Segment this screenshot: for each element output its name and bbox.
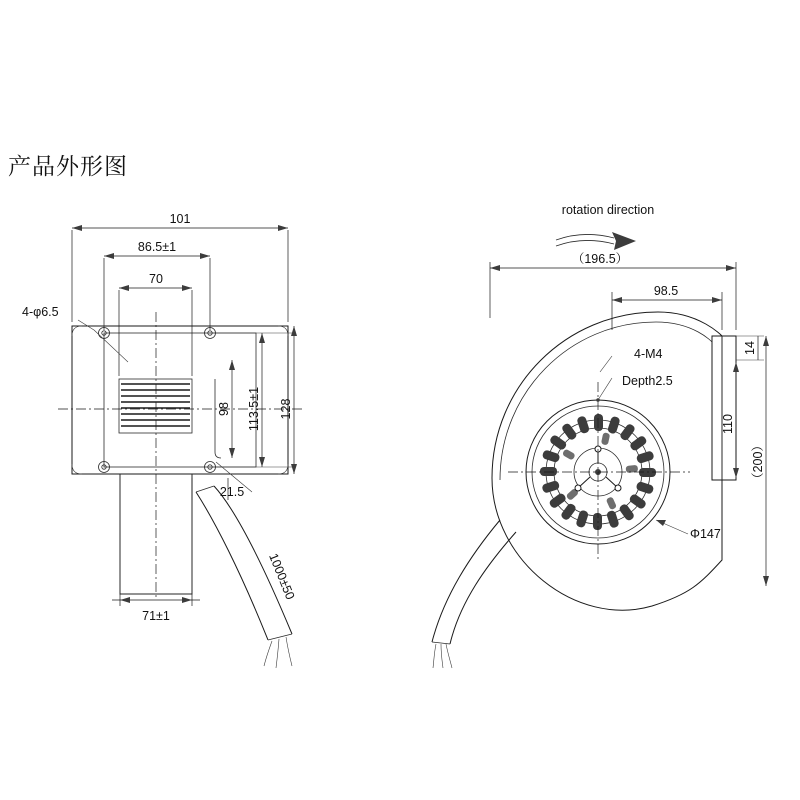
dim-98 — [217, 360, 235, 458]
dim-98-text: 98 — [217, 402, 231, 416]
dim-128-text: 128 — [279, 398, 293, 420]
note-4-phi65 — [22, 305, 128, 362]
dim-101 — [72, 212, 288, 322]
dim-70-text: 70 — [149, 272, 163, 286]
dim-200-text: （200） — [751, 439, 765, 485]
dim-cable-length-text: 1000±50 — [266, 551, 298, 602]
dim-70 — [119, 272, 192, 376]
dim-cable-length — [266, 551, 297, 601]
dim-14 — [736, 336, 764, 360]
dim-200 — [751, 336, 769, 586]
dim-101-text: 101 — [169, 212, 191, 226]
dim-71 — [112, 594, 200, 623]
dim-110 — [721, 362, 739, 478]
dim-110-text: 110 — [721, 414, 735, 434]
dim-215-text: 21.5 — [219, 485, 245, 499]
dim-1965-text: （196.5） — [571, 252, 629, 266]
dim-985 — [612, 284, 722, 330]
inlet-louvers — [121, 384, 190, 426]
corner-fillet-bl — [72, 464, 82, 474]
front-rib-fillet — [215, 452, 221, 458]
corner-fillet-br — [278, 464, 288, 474]
corner-fillet-tr — [278, 326, 288, 336]
volute-inner-contour — [500, 322, 712, 480]
rotation-direction — [556, 203, 654, 250]
dim-1135-text: 113.5±1 — [247, 386, 261, 432]
note-4-m4 — [596, 347, 673, 402]
dim-865-text: 86.5±1 — [137, 240, 177, 254]
note-depth-text: Depth2.5 — [622, 374, 673, 388]
inlet-opening — [119, 379, 192, 433]
note-phi147-text: Φ147 — [690, 527, 721, 541]
side-view-group — [432, 203, 769, 668]
note-phi147 — [656, 520, 721, 541]
dim-215 — [192, 478, 244, 500]
note-4-m4-text: 4-M4 — [634, 347, 663, 361]
note-4-phi65-text: 4-φ6.5 — [22, 305, 59, 319]
outlet-flange — [712, 336, 736, 480]
side-cable — [432, 520, 516, 668]
dim-14-text: 14 — [743, 341, 757, 355]
front-mount-plate — [104, 333, 256, 467]
corner-fillet-tl — [72, 326, 82, 336]
dim-985-text: 98.5 — [653, 284, 679, 298]
page-title: 产品外形图 — [8, 154, 128, 180]
mounting-holes — [99, 328, 216, 473]
front-view-group — [22, 212, 302, 668]
rotation-direction-label: rotation direction — [561, 203, 655, 217]
dim-71-text: 71±1 — [142, 609, 170, 623]
